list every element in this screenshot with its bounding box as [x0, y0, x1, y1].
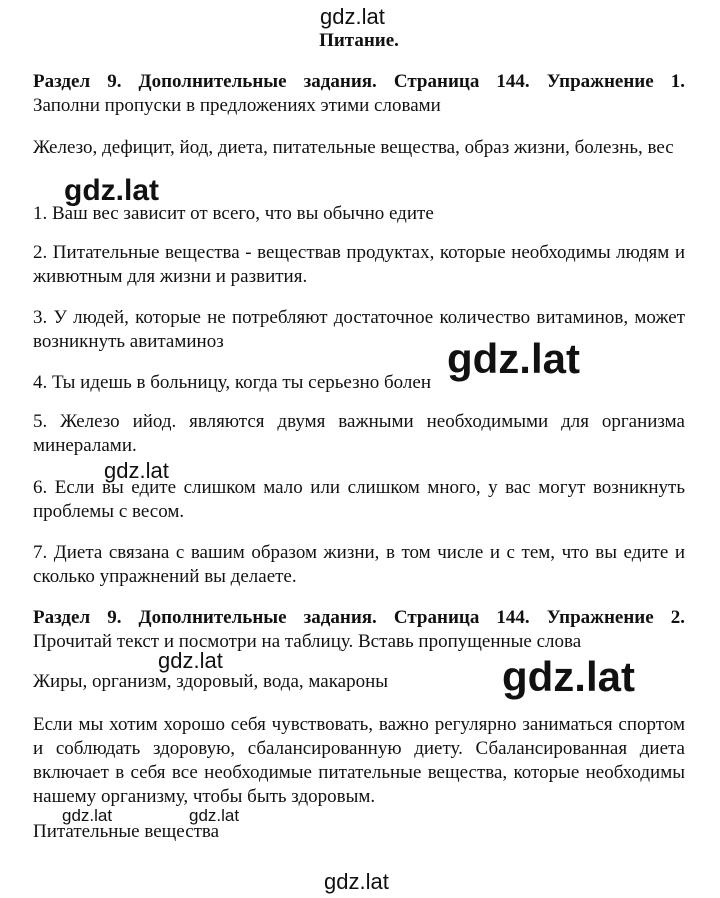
- section1-heading: Раздел 9. Дополнительные задания. Страница 144. Упражнение 1.: [33, 71, 685, 92]
- section2-paragraph: Если мы хотим хорошо себя чувствовать, важно регулярно заниматься спортом и соблюдать здоровую, сбалансированную диету. Сбалансированная диета включает в себя все необходимые питательные вещества, которые необходимы нашему организму, чтобы быть здоровым.: [33, 714, 685, 807]
- section2-word-bank: Жиры, организм, здоровый, вода, макароны: [33, 671, 389, 692]
- exercise-item: 6. Если вы едите слишком мало или слишком много, у вас могут возникнуть проблемы с весом.: [33, 477, 685, 522]
- watermark: gdz.lat: [64, 174, 159, 207]
- exercise-item: 2. Питательные вещества - веществав продуктах, которые необходимы людям и живютным для жизни и развития.: [33, 242, 685, 287]
- watermark: gdz.lat: [324, 869, 389, 894]
- section1-instruction: Заполни пропуски в предложениях этими словами: [33, 95, 441, 116]
- exercise-item: 3. У людей, которые не потребляют достаточное количество витаминов, может возникнуть авитаминоз: [33, 307, 685, 352]
- page-title: Питание.: [319, 30, 399, 51]
- table-label: Питательные вещества: [33, 821, 220, 842]
- section1-word-bank: Железо, дефицит, йод, диета, питательные вещества, образ жизни, болезнь, вес: [33, 137, 674, 158]
- exercise-item: 4. Ты идешь в больницу, когда ты серьезно болен: [33, 372, 432, 393]
- watermark: gdz.lat: [158, 648, 223, 673]
- section2-instruction: Прочитай текст и посмотри на таблицу. Вставь пропущенные слова: [33, 631, 582, 652]
- section2-heading: Раздел 9. Дополнительные задания. Страница 144. Упражнение 2.: [33, 607, 685, 628]
- watermark: gdz.lat: [189, 806, 240, 825]
- watermark: gdz.lat: [320, 4, 385, 29]
- watermark: gdz.lat: [447, 335, 580, 382]
- watermark: gdz.lat: [104, 458, 169, 483]
- watermark: gdz.lat: [502, 653, 635, 700]
- exercise-item: 1. Ваш вес зависит от всего, что вы обычно едите: [33, 203, 434, 224]
- exercise-item: 7. Диета связана с вашим образом жизни, в том числе и с тем, что вы едите и сколько упражнений вы делаете.: [33, 542, 685, 587]
- exercise-item: 5. Железо ийод. являются двумя важными необходимыми для организма минералами.: [33, 411, 685, 456]
- watermark: gdz.lat: [62, 806, 113, 825]
